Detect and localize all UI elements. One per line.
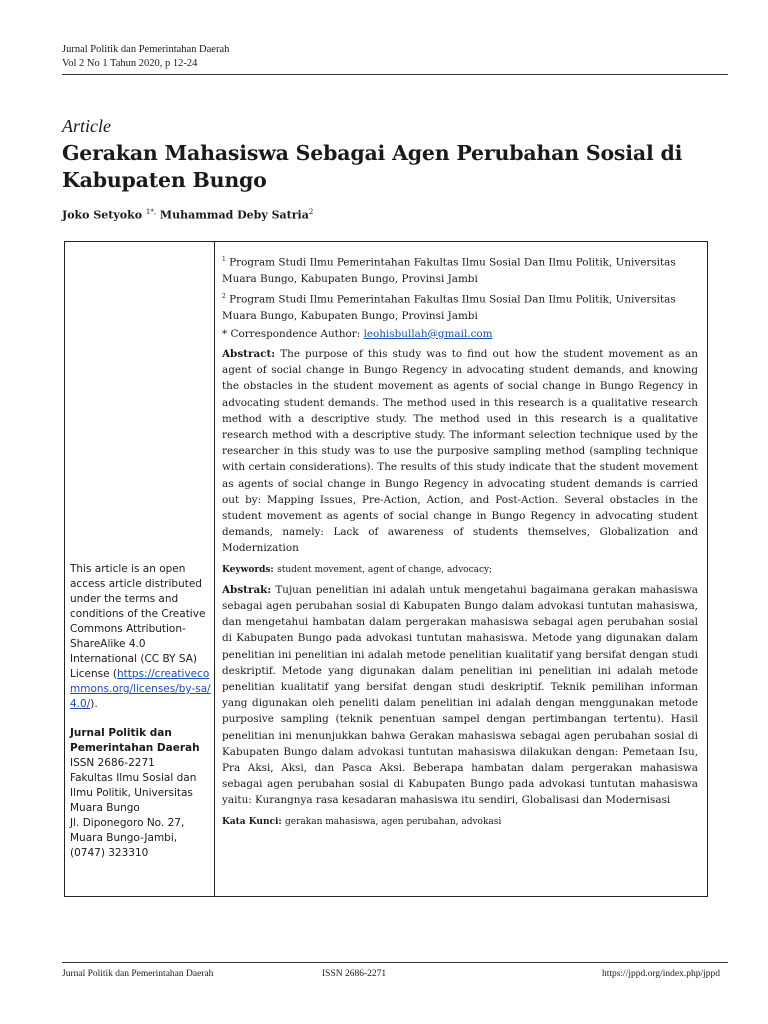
- journal-address: Jl. Diponegoro No. 27, Muara Bungo-Jambi, (0747) 323310: [70, 817, 185, 859]
- abstract-id: [222, 582, 698, 809]
- box-column-divider: [214, 241, 215, 897]
- affiliation-1-number: 1: [222, 256, 226, 263]
- abstract-panel: [222, 252, 698, 830]
- kata-kunci-label: Kata Kunci:: [222, 816, 282, 827]
- keywords-text: student movement, agent of change, advocacy;: [277, 564, 493, 575]
- journal-issn: ISSN 2686-2271: [70, 757, 155, 769]
- running-header: [62, 43, 229, 71]
- author-1: Joko Setyoko: [62, 208, 143, 222]
- kata-kunci-text: gerakan mahasiswa, agen perubahan, advokasi: [285, 816, 502, 827]
- affiliation-2-text: Program Studi Ilmu Pemerintahan Fakultas Ilmu Sosial Dan Ilmu Politik, Universitas Muara Bungo, Kabupaten Bungo, Provinsi Jambi: [222, 293, 676, 322]
- license-text: This article is an open access article distributed under the terms and conditions of the Creative Commons Attribution-ShareAlike 4.0 International (CC BY SA) License (: [70, 563, 206, 680]
- abstrak-label: Abstrak:: [222, 583, 272, 596]
- correspondence: [222, 326, 698, 342]
- correspondence-label: * Correspondence Author:: [222, 327, 364, 340]
- keywords-label: Keywords:: [222, 564, 274, 575]
- kata-kunci: [222, 813, 698, 830]
- volume-info: Vol 2 No 1 Tahun 2020, p 12-24: [62, 58, 198, 69]
- journal-name-header: Jurnal Politik dan Pemerintahan Daerah: [62, 44, 230, 55]
- affiliation-2-number: 2: [222, 292, 226, 300]
- license-link[interactable]: https://creativecommons.org/licenses/by-sa/4.0/: [70, 668, 211, 710]
- author-2: Muhammad Deby Satria: [159, 208, 309, 222]
- footer-journal: Jurnal Politik dan Pemerintahan Daerah: [62, 969, 214, 979]
- article-title: Gerakan Mahasiswa Sebagai Agen Perubahan Sosial di Kabupaten Bungo: [62, 141, 683, 192]
- license-text-end: ).: [90, 698, 98, 710]
- affiliation-1-text: Program Studi Ilmu Pemerintahan Fakultas Ilmu Sosial Dan Ilmu Politik, Universitas Muara Bungo, Kabupaten Bungo, Provinsi Jambi: [222, 256, 676, 285]
- footer-issn: ISSN 2686-2271: [322, 969, 387, 979]
- footer-rule: [62, 962, 728, 963]
- author-2-affiliation: 2: [308, 208, 314, 216]
- abstrak-text: Tujuan penelitian ini adalah untuk mengetahui bagaimana gerakan mahasiswa sebagai agen perubahan sosial di Kabupaten Bungo dalam advokasi tuntutan mahasiswa, dan mengetahui hambatan dalam pergerakan mahasiswa sebagai agen perubahan sosial di Kabupaten Bungo pada advokasi tuntutan mahasiswa. Metode yang digunakan dalam penelitian ini penelitian ini adalah metode penelitian kualitatif yang bersifat dengan studi deskriptif. Metode yang digunakan dalam penelitian ini penelitian ini adalah metode penelitian kualitatif yang bersifat dengan studi deskriptif. Teknik pemilihan informan yang digunakan oleh peneliti dalam penelitian ini adalah dengan menggunakan metode purposive sampling (teknik penentuan sampel dengan pertimbangan tertentu). Hasil penelitian ini menunjukkan bahwa Gerakan mahasiswa sebagai agen perubahan sosial di Kabupaten Bungo dalam advokasi tuntutan mahasiswa dilakukan dengan: Pemetaan Isu, Pra Aksi, Aksi, dan Pasca Aksi. Beberapa hambatan dalam pergerakan mahasiswa sebagai agen perubahan sosial di Kabupaten Bungo pada advokasi tuntutan mahasiswa yaitu: Kurangnya rasa kesadaran mahasiswa itu sendiri, Globalisasi dan Modernisasi: [222, 583, 698, 807]
- header-rule: [62, 74, 728, 75]
- affiliation-1: [222, 252, 698, 287]
- license-panel: [70, 562, 212, 861]
- author-1-affiliation: 1*,: [145, 208, 157, 216]
- keywords: [222, 561, 698, 578]
- article-type-label: Article: [62, 116, 111, 136]
- footer-url[interactable]: https://jppd.org/index.php/jppd: [601, 969, 720, 979]
- affiliation-2: [222, 289, 698, 324]
- abstract-en: [222, 346, 698, 557]
- abstract-text: The purpose of this study was to find out how the student movement as an agent of social change in Bungo Regency in advocating student demands, and knowing the obstacles in the student movement as agents of social change in Bungo Regency in advocating student demands. The method used in this research is a qualitative research method with a descriptive study. The method used in this research is a qualitative research method with a descriptive study. The informant selection technique used by the researcher in this study was to use the purposive sampling method (sampling technique with certain considerations). The results of this study indicate that the student movement as agents of social change in Bungo Regency in advocating student demands is carried out by: Mapping Issues, Pre-Action, Action, and Post-Action. Several obstacles in the student movement as agents of social change in Bungo Regency in advocating student demands, namely: Lack of awareness of students themselves, Globalization and Modernization: [222, 347, 698, 555]
- journal-name: Jurnal Politik dan Pemerintahan Daerah: [70, 727, 200, 754]
- journal-faculty: Fakultas Ilmu Sosial dan Ilmu Politik, Universitas Muara Bungo: [70, 772, 197, 814]
- author-line: [62, 208, 313, 222]
- abstract-label: Abstract:: [222, 347, 276, 360]
- license-statement: [70, 562, 212, 712]
- correspondence-email[interactable]: leohisbullah@gmail.com: [363, 327, 493, 340]
